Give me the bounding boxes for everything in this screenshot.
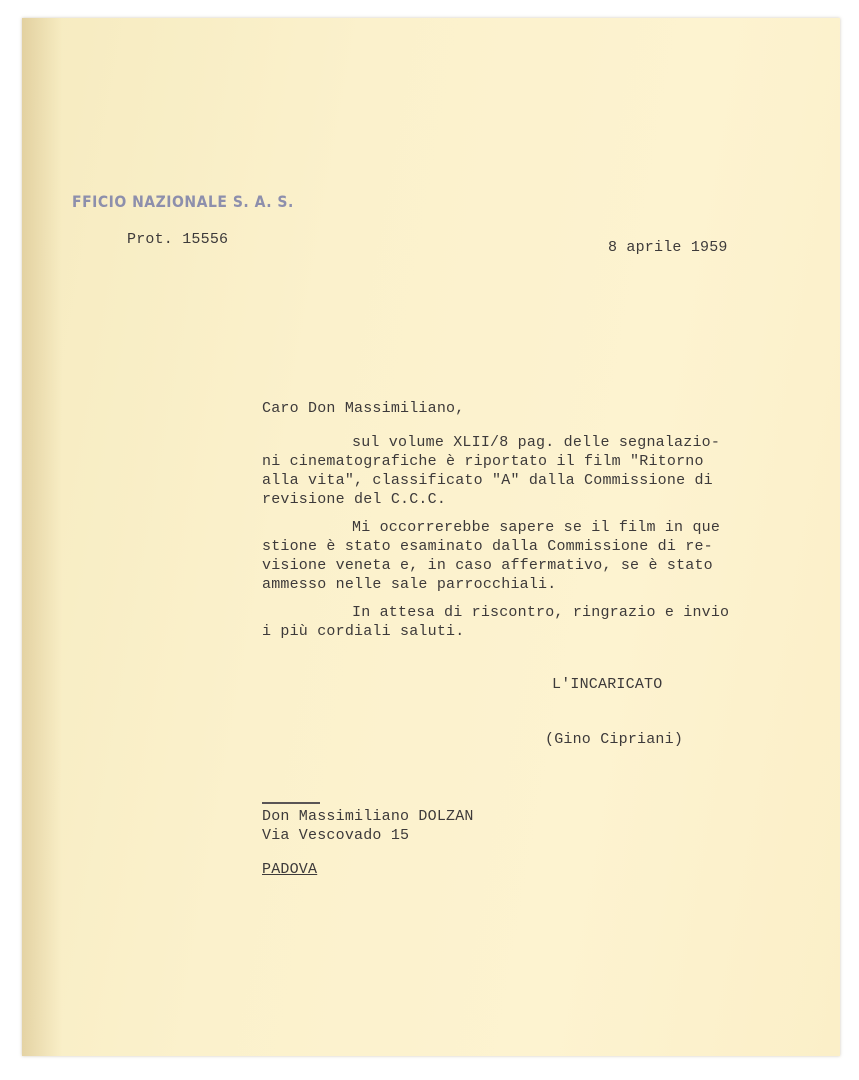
signature-title: L'INCARICATO [552,676,663,693]
signature-name: (Gino Cipriani) [545,731,684,748]
letter-page [22,18,840,1056]
letter-date: 8 aprile 1959 [608,239,728,256]
paragraph-3-line: i più cordiali saluti. [262,623,465,640]
paragraph-2-line: stione è stato esaminato dalla Commissione di re- [262,538,713,555]
paragraph-1-line: ni cinematografiche è riportato il film "Ritorno [262,453,704,470]
paragraph-1-line: revisione del C.C.C. [262,491,447,508]
salutation: Caro Don Massimiliano, [262,400,465,417]
paragraph-3-line: In attesa di riscontro, ringrazio e invio [352,604,730,621]
paragraph-2-line: visione veneta e, in caso affermativo, se è stato [262,557,713,574]
office-stamp: FFICIO NAZIONALE S. A. S. [72,193,294,212]
protocol-number: Prot. 15556 [127,231,229,248]
recipient-city: PADOVA [262,861,318,878]
paragraph-2-line: Mi occorrerebbe sapere se il film in que [352,519,721,536]
address-mark [262,802,320,804]
recipient-name: Don Massimiliano DOLZAN [262,808,474,825]
paragraph-1-line: sul volume XLII/8 pag. delle segnalazio- [352,434,721,451]
recipient-street: Via Vescovado 15 [262,827,410,844]
paragraph-1-line: alla vita", classificato "A" dalla Commissione di [262,472,713,489]
paragraph-2-line: ammesso nelle sale parrocchiali. [262,576,557,593]
